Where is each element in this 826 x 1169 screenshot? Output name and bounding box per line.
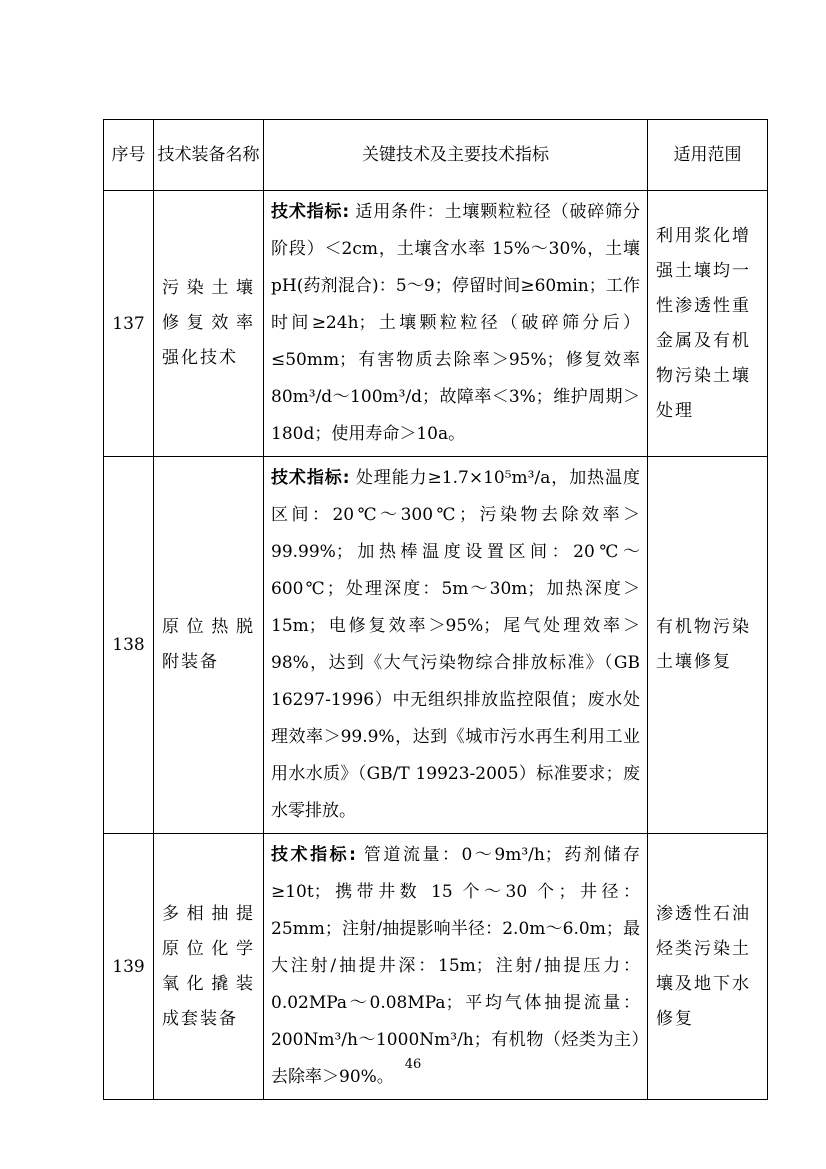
row-tech — [264, 191, 648, 457]
tech-text: 管道流量：0～9m³/h；药剂储存≥10t；携带井数 15 个～30 个；井径：25mm；注射/抽提影响半径：2.0m～6.0m；最大注射/抽提井深：15m；注射/抽提压力：0.02MPa～0.08MPa；平均气体抽提流量：200Nm³/h～1000Nm³/h；有机物（烃类为主）去除率＞90%。 — [271, 845, 640, 1087]
page-number: 46 — [404, 1057, 422, 1072]
row-seq: 139 — [104, 834, 154, 1100]
table-row — [104, 457, 768, 834]
tech-label: 技术指标: — [271, 468, 350, 488]
row-scope: 有机物污染土壤修复 — [648, 457, 768, 834]
row-scope: 利用浆化增强土壤均一性渗透性重金属及有机物污染土壤处理 — [648, 191, 768, 457]
row-tech — [264, 457, 648, 834]
row-seq: 138 — [104, 457, 154, 834]
tech-text: 适用条件：土壤颗粒粒径（破碎筛分阶段）＜2cm，土壤含水率 15%～30%，土壤pH(药剂混合)：5～9；停留时间≥60min；工作时间≥24h；土壤颗粒粒径（破碎筛分后）≤50mm；有害物质去除率＞95%；修复效率80m³/d～100m³/d；故障率＜3%；维护周期＞180d；使用寿命＞10a。 — [271, 202, 640, 444]
table-row — [104, 191, 768, 457]
header-seq: 序号 — [104, 120, 154, 191]
header-name: 技术装备名称 — [154, 120, 264, 191]
tech-label: 技术指标: — [271, 845, 356, 865]
tech-label: 技术指标: — [271, 202, 350, 222]
row-scope: 渗透性石油烃类污染土壤及地下水修复 — [648, 834, 768, 1100]
row-name: 污染土壤修复效率强化技术 — [154, 191, 264, 457]
table-header-row — [104, 120, 768, 191]
technology-table — [103, 119, 768, 1100]
tech-text: 处理能力≥1.7×10⁵m³/a，加热温度区间：20℃～300℃；污染物去除效率＞99.99%；加热棒温度设置区间：20℃～600℃；处理深度：5m～30m；加热深度＞15m；电修复效率＞95%；尾气处理效率＞98%，达到《大气污染物综合排放标准》（GB 16297-1996）中无组织排放监控限值；废水处理效率＞99.9%，达到《城市污水再生利用工业用水水质》（GB/T 19923-2005）标准要求；废水零排放。 — [271, 468, 640, 821]
row-name: 多相抽提原位化学氧化撬装成套装备 — [154, 834, 264, 1100]
row-seq: 137 — [104, 191, 154, 457]
header-tech: 关键技术及主要技术指标 — [264, 120, 648, 191]
row-name: 原位热脱附装备 — [154, 457, 264, 834]
header-scope: 适用范围 — [648, 120, 768, 191]
